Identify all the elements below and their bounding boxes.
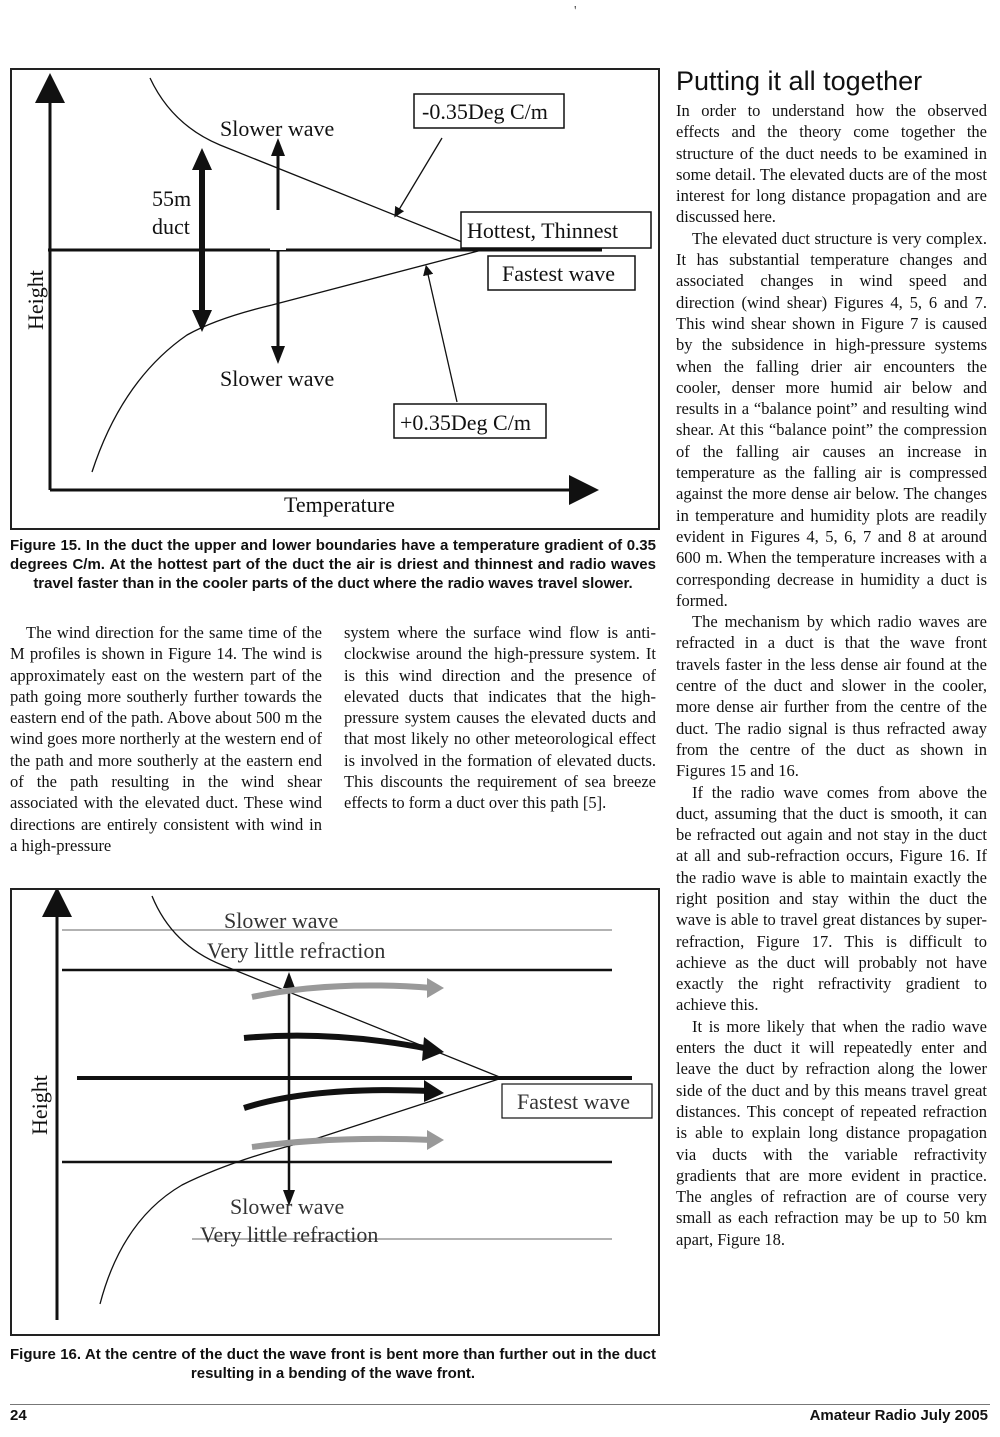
temperature-axis-label: Temperature (284, 492, 395, 517)
body-column-2 (344, 622, 656, 814)
inner-wave-arrow-bottom (244, 1090, 430, 1108)
duct-word-label: duct (152, 214, 190, 239)
fastest-label: Fastest wave (517, 1089, 631, 1114)
slower-wave-top-label: Slower wave (224, 908, 339, 933)
lower-boundary-curve (100, 1078, 502, 1304)
section-heading: Putting it all together (676, 66, 923, 96)
footer-rule (10, 1404, 990, 1405)
right-paragraph-2: The elevated duct structure is very complex. It has substantial temperature changes and associated changes in wind speed and direction (wind shear) Figures 4, 5, 6 and 7. This wind shear shown in Figure 7 is caused by the subsidence in high-pressure systems when the falling drier air encounters the cooler, denser more humid air below and results in a “balance point” and resulting wind shear. At this “balance point” the compression of the falling air causes an increase in temperature as the falling air is compressed against the more dense air below. The changes in temperature and humidity plots are readily evident in Figures 4, 5, 6, 7 and 8 at around 600 m. When the temperature increases with a corresponding decrease in humidity a duct is formed. (676, 228, 987, 610)
publication-title: Amateur Radio July 2005 (809, 1407, 988, 1424)
right-paragraph-3: The mechanism by which radio waves are refracted in a duct is that the wave front travels faster in the less dense air found at the centre of the duct and slower in the cooler, more dense air further from the centre of the duct. The radio signal is thus refracted away from the centre of the duct as shown in Figures 15 and 16. (676, 612, 987, 781)
page-number: 24 (10, 1407, 27, 1424)
height-axis-label: Height (23, 270, 48, 330)
height-axis-label: Height (27, 1075, 52, 1135)
body-paragraph: system where the surface wind flow is anti-clockwise around the high-pressure system. It is this wind direction and the presence of elevated ducts that indicates that the high-pressure system causes the elevated ducts and that most likely no other meteorological effect is involved in the formation of elevated ducts. This discounts the requirement of sea breeze effects to form a duct over this path [5]. (344, 623, 656, 813)
outer-wave-arrow-top (252, 985, 432, 997)
fastest-label: Fastest wave (502, 261, 616, 286)
right-column (676, 100, 987, 1250)
slower-wave-bottom-label: Slower wave (220, 366, 335, 391)
pos-gradient-pointer (427, 270, 457, 402)
hottest-label: Hottest, Thinnest (467, 218, 619, 243)
body-column-1 (10, 622, 322, 856)
right-paragraph-5: It is more likely that when the radio wave enters the duct it will repeatedly enter and leave the duct by refraction along the lower side of the duct and by this means travel great distances. This concept of repeated refraction is able to explain long distance propagation via ducts with the variable refractivity gradients that are more evident in practice. The angles of refraction are of course very small as each refraction may be up to 50 km apart, Figure 18. (676, 1016, 987, 1249)
figure-16 (10, 888, 660, 1336)
figure-15-diagram (12, 70, 658, 528)
outer-wave-arrow-bottom (252, 1139, 432, 1147)
very-little-refraction-bottom-label: Very little refraction (200, 1222, 379, 1247)
figure-16-diagram (12, 890, 658, 1334)
very-little-refraction-top-label: Very little refraction (207, 938, 386, 963)
right-paragraph-4: If the radio wave comes from above the duct, assuming that the duct is smooth, it can be refracted out again and not stay in the duct at all and sub-refraction occurs, Figure 16. If the radio wave is able to maintain exactly the right position and stay within the duct the wave is able to travel great distances by super-refraction, Figure 17. This is difficult to achieve as the duct will probably not have exactly the right refractivity gradient to achieve this. (676, 782, 987, 1015)
slower-wave-top-label: Slower wave (220, 116, 335, 141)
neg-gradient-label: -0.35Deg C/m (422, 99, 548, 124)
figure-15-caption: Figure 15. In the duct the upper and lower boundaries have a temperature gradient of 0.35 degrees C/m. At the hottest part of the duct the air is driest and thinnest and radio waves travel faster than in the cooler parts of the duct where the radio waves travel slower. (10, 537, 656, 592)
body-paragraph: The wind direction for the same time of the M profiles is shown in Figure 14. The wind is approximately east on the western part of the path going more southerly further towards the eastern end of the path. Above about 500 m the wind goes more northerly at the western end of the path and more southerly at the eastern end of the path resulting in the wind shear associated with the elevated duct. These wind directions are entirely consistent with wind in a high-pressure (10, 623, 322, 855)
figure-16-caption: Figure 16. At the centre of the duct the wave front is bent more than further out in the duct resulting in a bending of the wave front. (10, 1346, 656, 1382)
slower-wave-bottom-label: Slower wave (230, 1194, 345, 1219)
neg-gradient-pointer (397, 138, 442, 213)
figure-15 (10, 68, 660, 530)
pos-gradient-label: +0.35Deg C/m (400, 410, 531, 435)
duct-size-label: 55m (152, 186, 192, 211)
page-marker: ' (574, 4, 577, 19)
right-paragraph-1: In order to understand how the observed effects and the theory come together the structure of the duct needs to be examined in some detail. The elevated ducts are of the most interest for long distance propagation and are discussed here. (676, 101, 987, 227)
